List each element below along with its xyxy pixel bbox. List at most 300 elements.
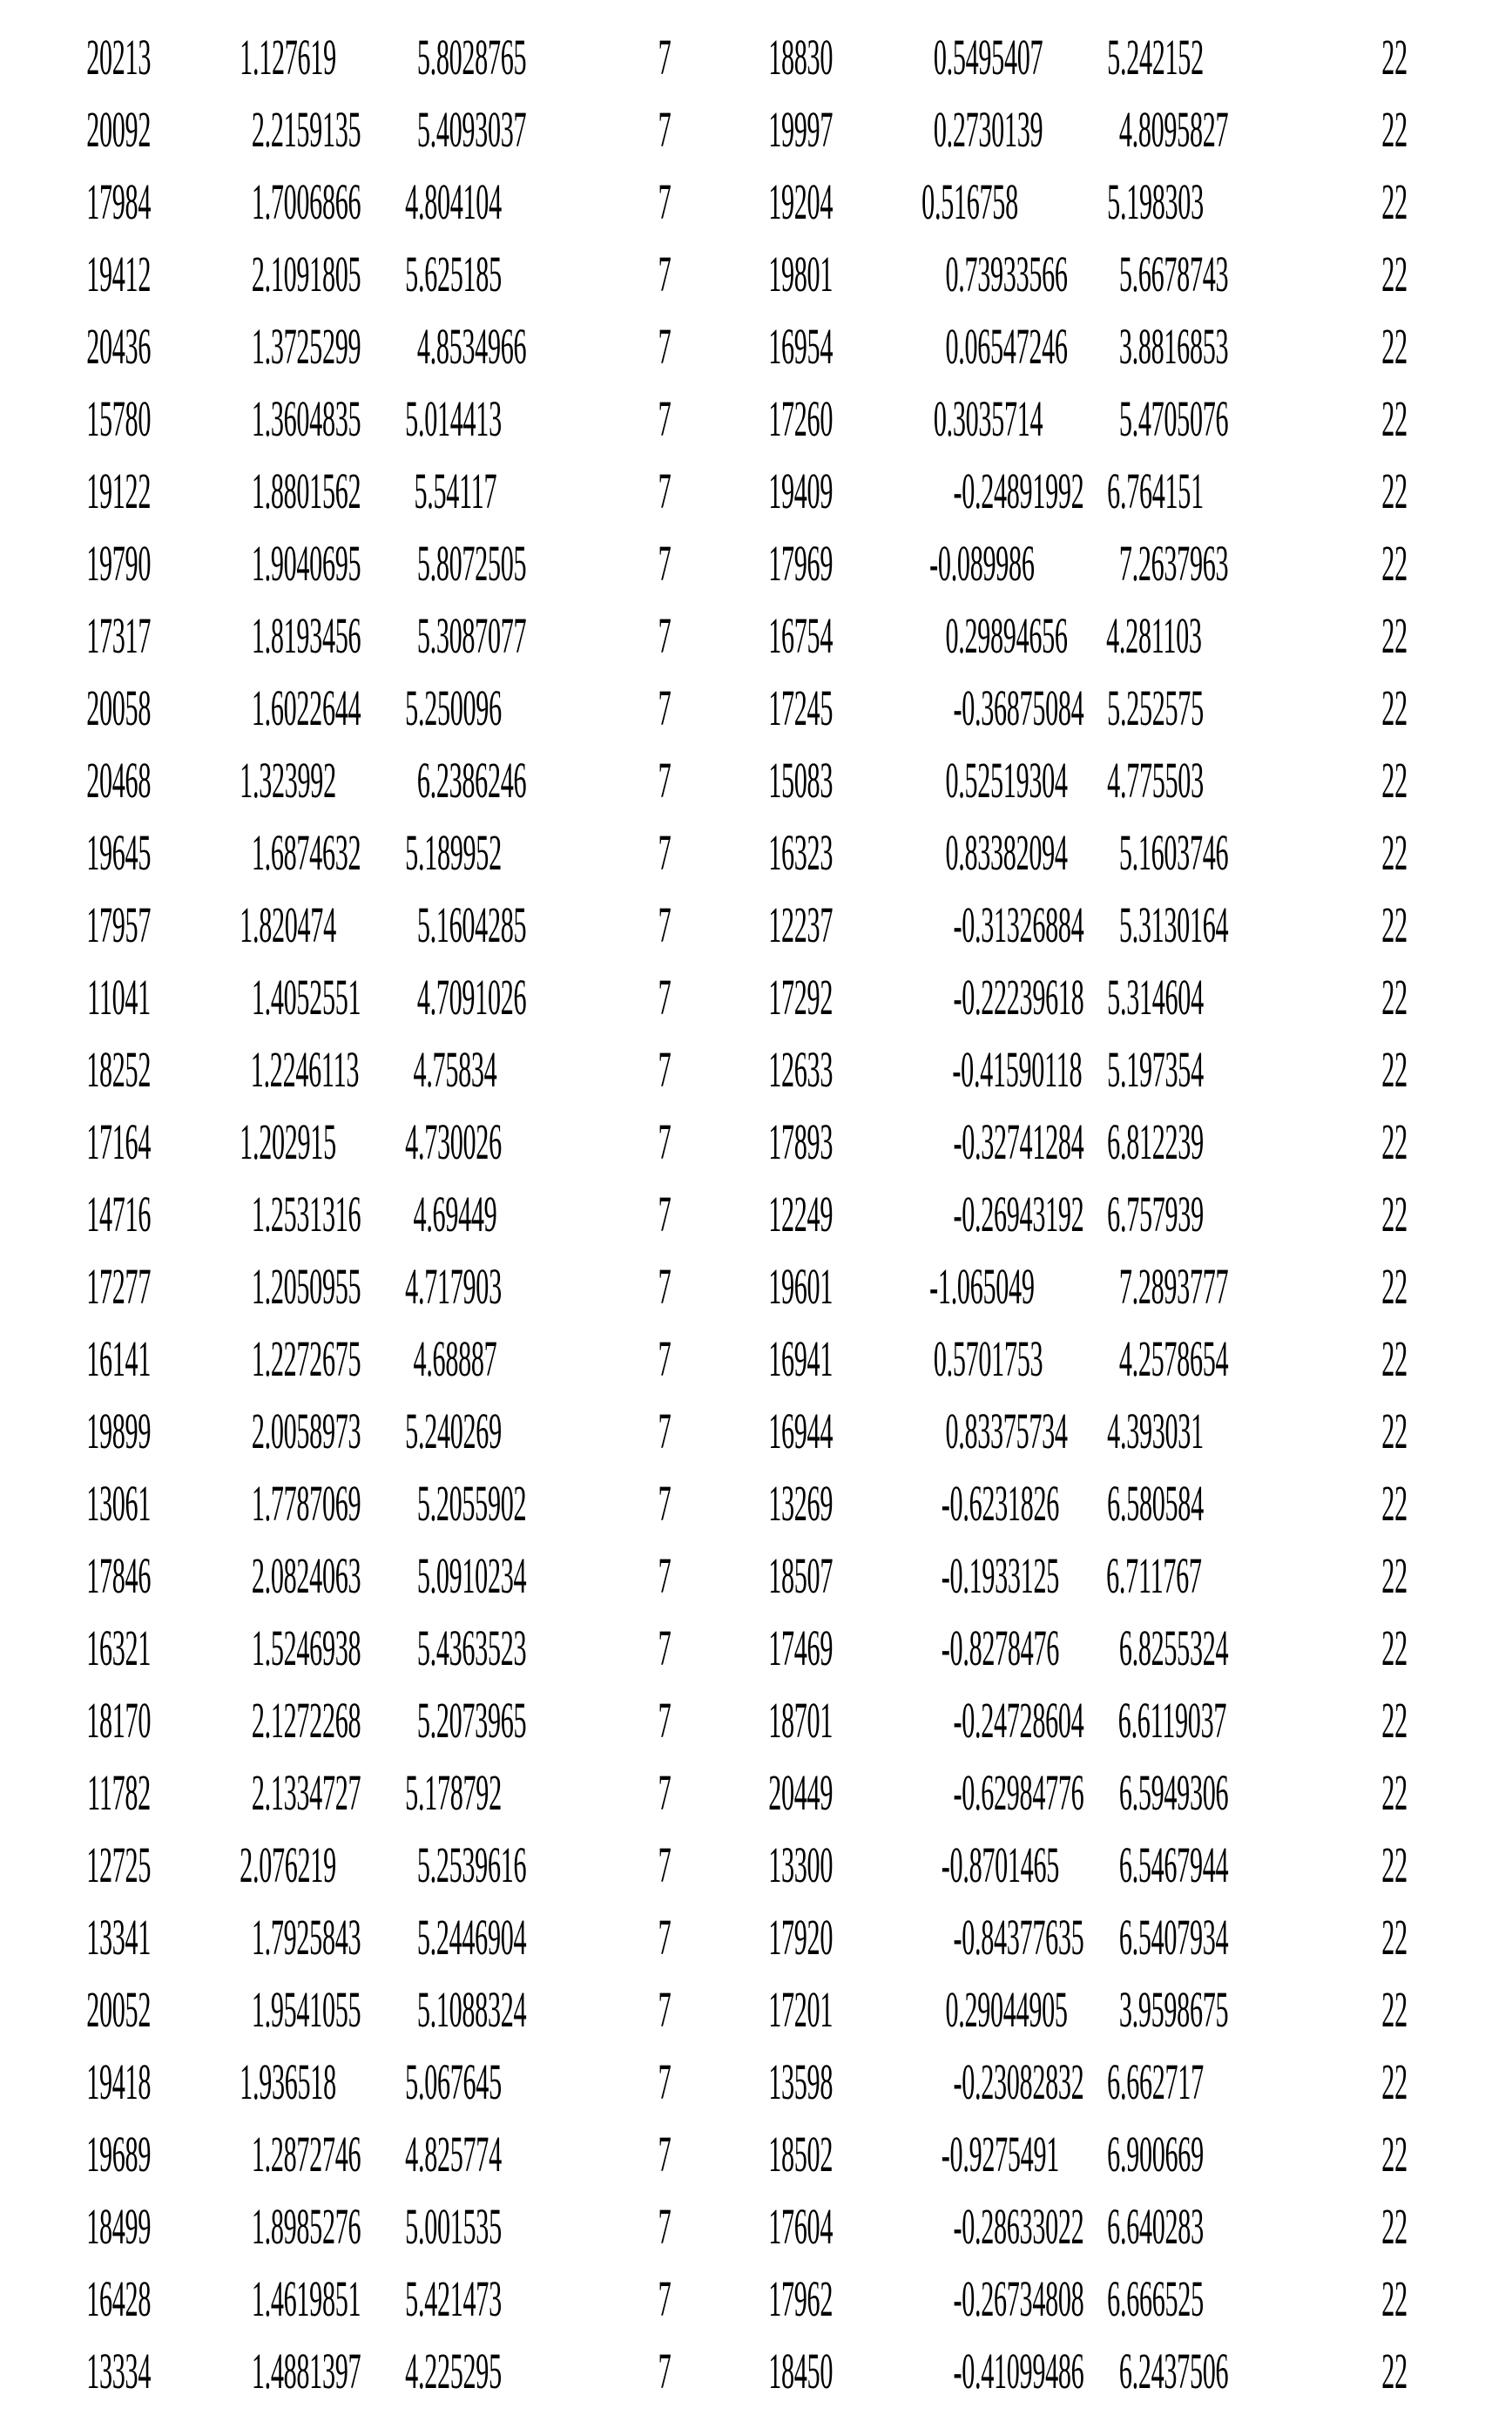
cell-value: 19601 xyxy=(768,1257,833,1315)
table-cell xyxy=(671,2197,833,2255)
table-cell xyxy=(0,1040,151,1098)
cell-value: 5.240269 xyxy=(405,1402,502,1459)
table-cell xyxy=(671,1619,833,1676)
table-cell xyxy=(0,968,151,1025)
cell-value: 0.29894656 xyxy=(945,606,1068,664)
table-cell xyxy=(671,28,833,85)
cell-value: 7 xyxy=(658,1402,671,1459)
cell-value: -0.24728604 xyxy=(953,1691,1084,1749)
cell-value: 5.1603746 xyxy=(1118,823,1229,881)
cell-value: 7 xyxy=(658,968,671,1025)
table-cell xyxy=(671,534,833,592)
table-cell xyxy=(496,245,671,302)
cell-value: 22 xyxy=(1381,534,1407,592)
cell-value: 5.2539616 xyxy=(416,1836,527,1893)
cell-value: 2.0058973 xyxy=(251,1402,361,1459)
table-row xyxy=(0,1756,1512,1829)
cell-value: 22 xyxy=(1381,1402,1407,1459)
cell-value: 17893 xyxy=(768,1113,833,1170)
table-cell xyxy=(0,2270,151,2327)
cell-value: 22 xyxy=(1381,1185,1407,1242)
table-cell xyxy=(671,1113,833,1170)
table-cell xyxy=(151,1619,361,1676)
cell-value: 5.242152 xyxy=(1107,28,1204,85)
cell-value: 18507 xyxy=(768,1546,833,1604)
table-cell xyxy=(316,28,527,85)
cell-value: 5.421473 xyxy=(405,2270,502,2327)
cell-value: 3.8816853 xyxy=(1118,317,1229,375)
table-row xyxy=(0,310,1512,382)
cell-value: 7 xyxy=(658,317,671,375)
table-cell xyxy=(496,2053,671,2110)
cell-value: 17920 xyxy=(768,1908,833,1965)
table-cell xyxy=(496,1185,671,1242)
cell-value: 1.7006866 xyxy=(251,172,361,230)
cell-value: 19409 xyxy=(768,462,833,519)
cell-value: 7 xyxy=(658,172,671,230)
table-cell xyxy=(151,751,336,808)
table-cell xyxy=(833,172,1018,230)
table-row xyxy=(0,2046,1512,2118)
cell-value: 1.2872746 xyxy=(251,2125,361,2182)
table-cell xyxy=(151,2342,361,2399)
cell-value: 19204 xyxy=(768,172,833,230)
table-cell xyxy=(671,823,833,881)
table-cell xyxy=(151,1040,360,1098)
cell-value: 0.29044905 xyxy=(945,1980,1068,2038)
table-cell xyxy=(151,245,361,302)
table-row xyxy=(0,1033,1512,1106)
cell-value: 5.54117 xyxy=(414,462,496,519)
cell-value: 16428 xyxy=(86,2270,151,2327)
cell-value: 22 xyxy=(1381,462,1407,519)
table-cell xyxy=(0,2197,151,2255)
table-cell xyxy=(833,679,1084,736)
cell-value: -0.8278476 xyxy=(941,1619,1060,1676)
table-row xyxy=(0,1395,1512,1467)
table-cell xyxy=(151,968,361,1025)
table-cell xyxy=(151,1474,361,1532)
cell-value: 17969 xyxy=(768,534,833,592)
cell-value: 7 xyxy=(658,2270,671,2327)
cell-value: 1.2050955 xyxy=(251,1257,361,1315)
table-cell xyxy=(0,1836,151,1893)
table-cell xyxy=(0,1763,151,1821)
cell-value: 5.314604 xyxy=(1107,968,1204,1025)
table-cell xyxy=(0,1257,151,1315)
cell-value: 7 xyxy=(658,679,671,736)
cell-value: 0.3035714 xyxy=(933,389,1043,447)
table-row xyxy=(0,744,1512,816)
table-cell xyxy=(316,896,527,953)
cell-value: 7 xyxy=(658,389,671,447)
table-cell xyxy=(496,2342,671,2399)
cell-value: 6.666525 xyxy=(1107,2270,1204,2327)
table-cell xyxy=(151,896,336,953)
table-cell xyxy=(1190,2197,1407,2255)
table-cell xyxy=(0,389,151,447)
cell-value: 7 xyxy=(658,1113,671,1170)
cell-value: -0.41590118 xyxy=(952,1040,1083,1098)
cell-value: 7 xyxy=(658,606,671,664)
table-cell xyxy=(1190,679,1407,736)
table-cell xyxy=(496,1040,671,1098)
cell-value: 19790 xyxy=(86,534,151,592)
cell-value: 7 xyxy=(658,1908,671,1965)
table-row xyxy=(0,1973,1512,2046)
cell-value: 22 xyxy=(1381,1836,1407,1893)
table-cell xyxy=(671,172,833,230)
cell-value: 4.2578654 xyxy=(1118,1329,1229,1387)
table-cell xyxy=(0,1908,151,1965)
table-cell xyxy=(151,1113,336,1170)
table-cell xyxy=(833,1474,1060,1532)
cell-value: 6.6119037 xyxy=(1117,1691,1227,1749)
cell-value: 6.580584 xyxy=(1107,1474,1204,1532)
cell-value: 1.4881397 xyxy=(251,2342,361,2399)
cell-value: 16323 xyxy=(768,823,833,881)
cell-value: 22 xyxy=(1381,317,1407,375)
table-cell xyxy=(496,1763,671,1821)
cell-value: 5.1088324 xyxy=(416,1980,527,2038)
cell-value: 18830 xyxy=(768,28,833,85)
cell-value: -0.22239618 xyxy=(953,968,1084,1025)
cell-value: 7 xyxy=(658,1691,671,1749)
cell-value: 5.2073965 xyxy=(416,1691,527,1749)
cell-value: 1.2531316 xyxy=(251,1185,361,1242)
cell-value: 1.9040695 xyxy=(251,534,361,592)
cell-value: 12633 xyxy=(768,1040,833,1098)
table-cell xyxy=(151,1763,361,1821)
table-cell xyxy=(1190,2270,1407,2327)
cell-value: 5.2055902 xyxy=(416,1474,527,1532)
cell-value: -0.23082832 xyxy=(953,2053,1084,2110)
cell-value: 7 xyxy=(658,2197,671,2255)
cell-value: 22 xyxy=(1381,2197,1407,2255)
cell-value: 1.4052551 xyxy=(251,968,361,1025)
table-cell xyxy=(1018,172,1204,230)
table-cell xyxy=(1190,1402,1407,1459)
cell-value: 5.014413 xyxy=(405,389,502,447)
table-cell xyxy=(671,606,833,664)
table-row xyxy=(0,238,1512,310)
cell-value: 1.7787069 xyxy=(251,1474,361,1532)
cell-value: 6.662717 xyxy=(1107,2053,1204,2110)
cell-value: 1.3604835 xyxy=(251,389,361,447)
table-cell xyxy=(1190,1546,1407,1604)
cell-value: 1.2272675 xyxy=(251,1329,361,1387)
cell-value: 1.3725299 xyxy=(251,317,361,375)
table-cell xyxy=(151,1691,361,1749)
cell-value: 5.252575 xyxy=(1107,679,1204,736)
table-row xyxy=(0,1250,1512,1322)
table-row xyxy=(0,961,1512,1033)
cell-value: 0.516758 xyxy=(921,172,1018,230)
table-cell xyxy=(833,1329,1043,1387)
cell-value: 16954 xyxy=(768,317,833,375)
cell-value: 7.2893777 xyxy=(1118,1257,1229,1315)
cell-value: 22 xyxy=(1381,679,1407,736)
cell-value: 1.8801562 xyxy=(251,462,361,519)
cell-value: 5.4705076 xyxy=(1118,389,1229,447)
table-cell xyxy=(833,1185,1084,1242)
cell-value: 22 xyxy=(1381,2053,1407,2110)
table-cell xyxy=(671,2053,833,2110)
cell-value: 14716 xyxy=(86,1185,151,1242)
table-cell xyxy=(833,1402,1068,1459)
table-cell xyxy=(833,1980,1068,2038)
cell-value: 5.6678743 xyxy=(1118,245,1229,302)
table-cell xyxy=(833,1257,1035,1315)
table-cell xyxy=(316,1836,527,1893)
cell-value: 2.1334727 xyxy=(251,1763,361,1821)
table-row xyxy=(0,2190,1512,2263)
table-cell xyxy=(833,896,1084,953)
cell-value: 15083 xyxy=(768,751,833,808)
cell-value: 12237 xyxy=(768,896,833,953)
cell-value: 22 xyxy=(1381,896,1407,953)
cell-value: 16944 xyxy=(768,1402,833,1459)
cell-value: 17164 xyxy=(86,1113,151,1170)
table-cell xyxy=(833,28,1043,85)
cell-value: 3.9598675 xyxy=(1118,1980,1229,2038)
table-cell xyxy=(0,100,151,158)
cell-value: 13334 xyxy=(86,2342,151,2399)
cell-value: 7 xyxy=(658,462,671,519)
table-cell xyxy=(671,1474,833,1532)
cell-value: 6.8255324 xyxy=(1118,1619,1229,1676)
table-row xyxy=(0,1467,1512,1539)
cell-value: 1.4619851 xyxy=(251,2270,361,2327)
cell-value: 1.7925843 xyxy=(251,1908,361,1965)
cell-value: 16321 xyxy=(86,1619,151,1676)
cell-value: 7 xyxy=(658,100,671,158)
table-row xyxy=(0,455,1512,527)
table-cell xyxy=(496,2125,671,2182)
table-cell xyxy=(833,1619,1060,1676)
cell-value: 19801 xyxy=(768,245,833,302)
table-cell xyxy=(671,100,833,158)
cell-value: 4.225295 xyxy=(405,2342,502,2399)
table-cell xyxy=(671,679,833,736)
cell-value: 18252 xyxy=(86,1040,151,1098)
table-cell xyxy=(671,317,833,375)
cell-value: 4.393031 xyxy=(1107,1402,1204,1459)
cell-value: 22 xyxy=(1381,1980,1407,2038)
table-cell xyxy=(496,2270,671,2327)
cell-value: 7 xyxy=(658,534,671,592)
cell-value: 7 xyxy=(658,823,671,881)
cell-value: 7 xyxy=(658,2053,671,2110)
cell-value: 17260 xyxy=(768,389,833,447)
table-cell xyxy=(151,1546,361,1604)
table-cell xyxy=(833,2197,1084,2255)
table-cell xyxy=(0,1329,151,1387)
cell-value: 19899 xyxy=(86,1402,151,1459)
table-cell xyxy=(1018,534,1229,592)
cell-value: 20213 xyxy=(86,28,151,85)
table-cell xyxy=(0,823,151,881)
cell-value: 20052 xyxy=(86,1980,151,2038)
table-cell xyxy=(151,1908,361,1965)
table-cell xyxy=(833,100,1043,158)
cell-value: 18701 xyxy=(768,1691,833,1749)
table-row xyxy=(0,816,1512,889)
cell-value: 4.825774 xyxy=(405,2125,502,2182)
cell-value: 22 xyxy=(1381,28,1407,85)
table-cell xyxy=(0,1402,151,1459)
cell-value: 5.3130164 xyxy=(1118,896,1229,953)
cell-value: 22 xyxy=(1381,751,1407,808)
cell-value: 20449 xyxy=(768,1763,833,1821)
table-cell xyxy=(671,1691,833,1749)
table-cell xyxy=(0,2053,151,2110)
table-cell xyxy=(671,1908,833,1965)
cell-value: 19418 xyxy=(86,2053,151,2110)
table-cell xyxy=(1190,2053,1407,2110)
cell-value: 1.820474 xyxy=(240,896,336,953)
table-cell xyxy=(0,1185,151,1242)
table-row xyxy=(0,672,1512,744)
cell-value: 17604 xyxy=(768,2197,833,2255)
cell-value: 1.6874632 xyxy=(251,823,361,881)
table-cell xyxy=(496,172,671,230)
table-cell xyxy=(496,823,671,881)
cell-value: 6.640283 xyxy=(1107,2197,1204,2255)
cell-value: 22 xyxy=(1381,2342,1407,2399)
table-cell xyxy=(151,2270,361,2327)
table-cell xyxy=(151,823,361,881)
cell-value: 5.8072505 xyxy=(416,534,527,592)
table-row xyxy=(0,2263,1512,2335)
table-cell xyxy=(833,1763,1084,1821)
cell-value: 5.067645 xyxy=(405,2053,502,2110)
table-cell xyxy=(151,1257,361,1315)
table-cell xyxy=(671,1040,833,1098)
cell-value: 7 xyxy=(658,1619,671,1676)
cell-value: 6.2386246 xyxy=(416,751,527,808)
table-cell xyxy=(1018,1257,1229,1315)
table-row xyxy=(0,1684,1512,1756)
cell-value: 7 xyxy=(658,245,671,302)
cell-value: 18499 xyxy=(86,2197,151,2255)
table-cell xyxy=(0,172,151,230)
table-cell xyxy=(833,823,1068,881)
table-cell xyxy=(833,1691,1084,1749)
table-cell xyxy=(671,1763,833,1821)
cell-value: 4.7091026 xyxy=(416,968,527,1025)
table-cell xyxy=(1190,2125,1407,2182)
table-cell xyxy=(0,1546,151,1604)
cell-value: 15780 xyxy=(86,389,151,447)
cell-value: 20058 xyxy=(86,679,151,736)
table-cell xyxy=(0,2125,151,2182)
table-cell xyxy=(833,1113,1084,1170)
cell-value: 7 xyxy=(658,1763,671,1821)
cell-value: 13598 xyxy=(768,2053,833,2110)
table-cell xyxy=(151,2125,361,2182)
table-cell xyxy=(1190,172,1407,230)
table-cell xyxy=(151,2053,336,2110)
table-cell xyxy=(1018,389,1229,447)
cell-value: 22 xyxy=(1381,100,1407,158)
table-cell xyxy=(671,1329,833,1387)
table-cell xyxy=(316,1113,502,1170)
cell-value: 17962 xyxy=(768,2270,833,2327)
cell-value: 22 xyxy=(1381,1763,1407,1821)
cell-value: 5.2446904 xyxy=(416,1908,527,1965)
cell-value: 5.3087077 xyxy=(416,606,527,664)
cell-value: 1.936518 xyxy=(240,2053,336,2110)
cell-value: 18170 xyxy=(86,1691,151,1749)
table-cell xyxy=(671,1402,833,1459)
table-row xyxy=(0,599,1512,672)
table-row xyxy=(0,889,1512,961)
table-cell xyxy=(496,679,671,736)
cell-value: 22 xyxy=(1381,968,1407,1025)
cell-value: -0.84377635 xyxy=(953,1908,1084,1965)
table-cell xyxy=(671,896,833,953)
table-cell xyxy=(0,2342,151,2399)
table-cell xyxy=(0,606,151,664)
table-cell xyxy=(833,2342,1084,2399)
cell-value: 4.8534966 xyxy=(416,317,527,375)
table-cell xyxy=(1018,28,1204,85)
cell-value: 16941 xyxy=(768,1329,833,1387)
cell-value: 22 xyxy=(1381,2125,1407,2182)
cell-value: -0.41099486 xyxy=(953,2342,1084,2399)
cell-value: 1.2246113 xyxy=(250,1040,360,1098)
table-row xyxy=(0,93,1512,166)
cell-value: 1.8985276 xyxy=(251,2197,361,2255)
cell-value: 2.2159135 xyxy=(251,100,361,158)
cell-value: 1.6022644 xyxy=(251,679,361,736)
cell-value: 4.804104 xyxy=(405,172,502,230)
cell-value: 22 xyxy=(1381,389,1407,447)
table-cell xyxy=(496,389,671,447)
cell-value: 19997 xyxy=(768,100,833,158)
table-cell xyxy=(0,28,151,85)
table-cell xyxy=(0,462,151,519)
table-cell xyxy=(151,1329,361,1387)
table-cell xyxy=(0,679,151,736)
table-cell xyxy=(671,462,833,519)
cell-value: 0.5495407 xyxy=(933,28,1043,85)
cell-value: 13300 xyxy=(768,1836,833,1893)
cell-value: 18450 xyxy=(768,2342,833,2399)
cell-value: 0.5701753 xyxy=(933,1329,1043,1387)
cell-value: 6.757939 xyxy=(1107,1185,1204,1242)
cell-value: 22 xyxy=(1381,1257,1407,1315)
table-cell xyxy=(1018,100,1229,158)
table-cell xyxy=(0,751,151,808)
cell-value: 7 xyxy=(658,1474,671,1532)
table-cell xyxy=(0,1619,151,1676)
table-cell xyxy=(151,172,361,230)
table-cell xyxy=(1190,968,1407,1025)
cell-value: 22 xyxy=(1381,1040,1407,1098)
table-cell xyxy=(0,1474,151,1532)
table-cell xyxy=(1190,1185,1407,1242)
table-cell xyxy=(671,1257,833,1315)
table-cell xyxy=(151,606,361,664)
cell-value: 11782 xyxy=(87,1763,151,1821)
table-cell xyxy=(496,1402,671,1459)
cell-value: 4.730026 xyxy=(405,1113,502,1170)
cell-value: 22 xyxy=(1381,1691,1407,1749)
cell-value: 6.764151 xyxy=(1107,462,1204,519)
cell-value: 17317 xyxy=(86,606,151,664)
